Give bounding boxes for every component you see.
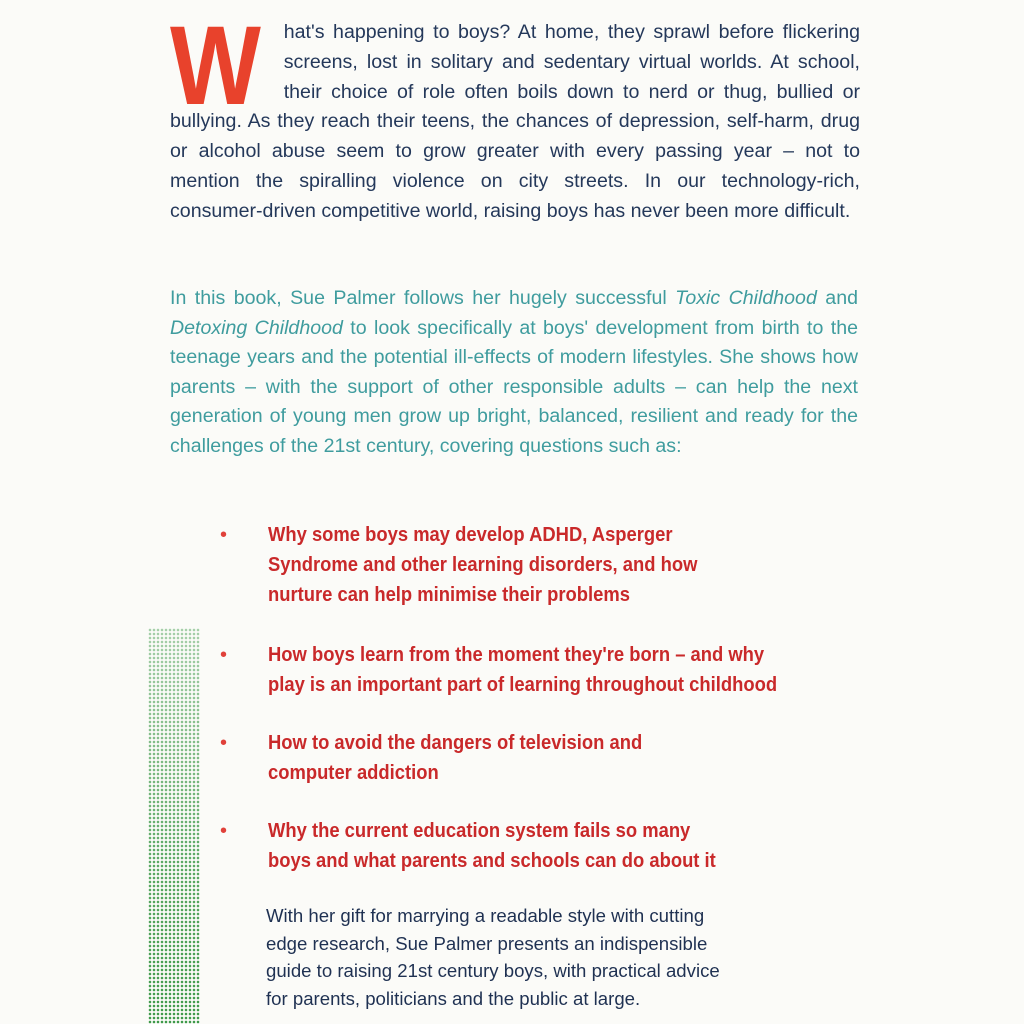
closing-line: With her gift for marrying a readable style with cutting: [266, 905, 705, 926]
bullet-marker: •: [220, 732, 228, 754]
bullet-text: [268, 520, 820, 610]
drop-cap-letter: W: [170, 3, 261, 128]
halftone-fade: [148, 628, 200, 1024]
bullet-line: computer addiction: [268, 762, 439, 784]
bullet-line: How boys learn from the moment they're born – and why: [268, 644, 765, 666]
closing-paragraph: [266, 902, 866, 1012]
bullet-marker: •: [220, 524, 228, 546]
description-paragraph: [170, 284, 858, 462]
description-part-3: to look specifically at boys' development from birth to the teenage years and the potential ill-effects of modern lifestyles. She shows how parents – with the support of other responsible adults – can help the next generation of young men grow up bright, balanced, resilient and ready for the challenges of the 21st century, covering questions such as:: [170, 316, 858, 457]
closing-line: guide to raising 21st century boys, with practical advice: [266, 960, 720, 981]
closing-line: for parents, politicians and the public at large.: [266, 987, 641, 1009]
bullet-text: [268, 640, 820, 700]
bullet-line: Why the current education system fails so many: [268, 820, 691, 842]
intro-text: hat's happening to boys? At home, they sprawl before flickering screens, lost in solitary and sedentary virtual worlds. At school, their choice of role often boils down to nerd or thug, bullied or bullying. As they reach their teens, the chances of depression, self-harm, drug or alcohol abuse seem to grow greater with every passing year – not to mention the spiralling violence on city streets. In our technology-rich, consumer-driven competitive world, raising boys has never been more difficult.: [170, 21, 860, 222]
book-title-toxic-childhood: Toxic Childhood: [675, 287, 817, 309]
intro-paragraph: [170, 3, 860, 227]
bullet-marker: •: [220, 820, 228, 842]
closing-line: edge research, Sue Palmer presents an indispensible: [266, 932, 708, 954]
bullet-text: [268, 728, 820, 788]
book-title-detoxing-childhood: Detoxing Childhood: [170, 316, 343, 339]
bullet-line: boys and what parents and schools can do about it: [268, 850, 716, 872]
bullet-line: Why some boys may develop ADHD, Asperger: [268, 524, 673, 546]
bullet-line: nurture can help minimise their problems: [268, 584, 630, 606]
bullet-marker: •: [220, 644, 228, 666]
bullet-line: Syndrome and other learning disorders, and how: [268, 554, 698, 576]
bullet-line: play is an important part of learning throughout childhood: [268, 674, 778, 696]
bullet-line: How to avoid the dangers of television and: [268, 732, 643, 754]
bullet-text: [268, 816, 820, 876]
description-part-1: In this book, Sue Palmer follows her hugely successful: [170, 287, 676, 309]
description-part-2: and: [816, 287, 858, 309]
